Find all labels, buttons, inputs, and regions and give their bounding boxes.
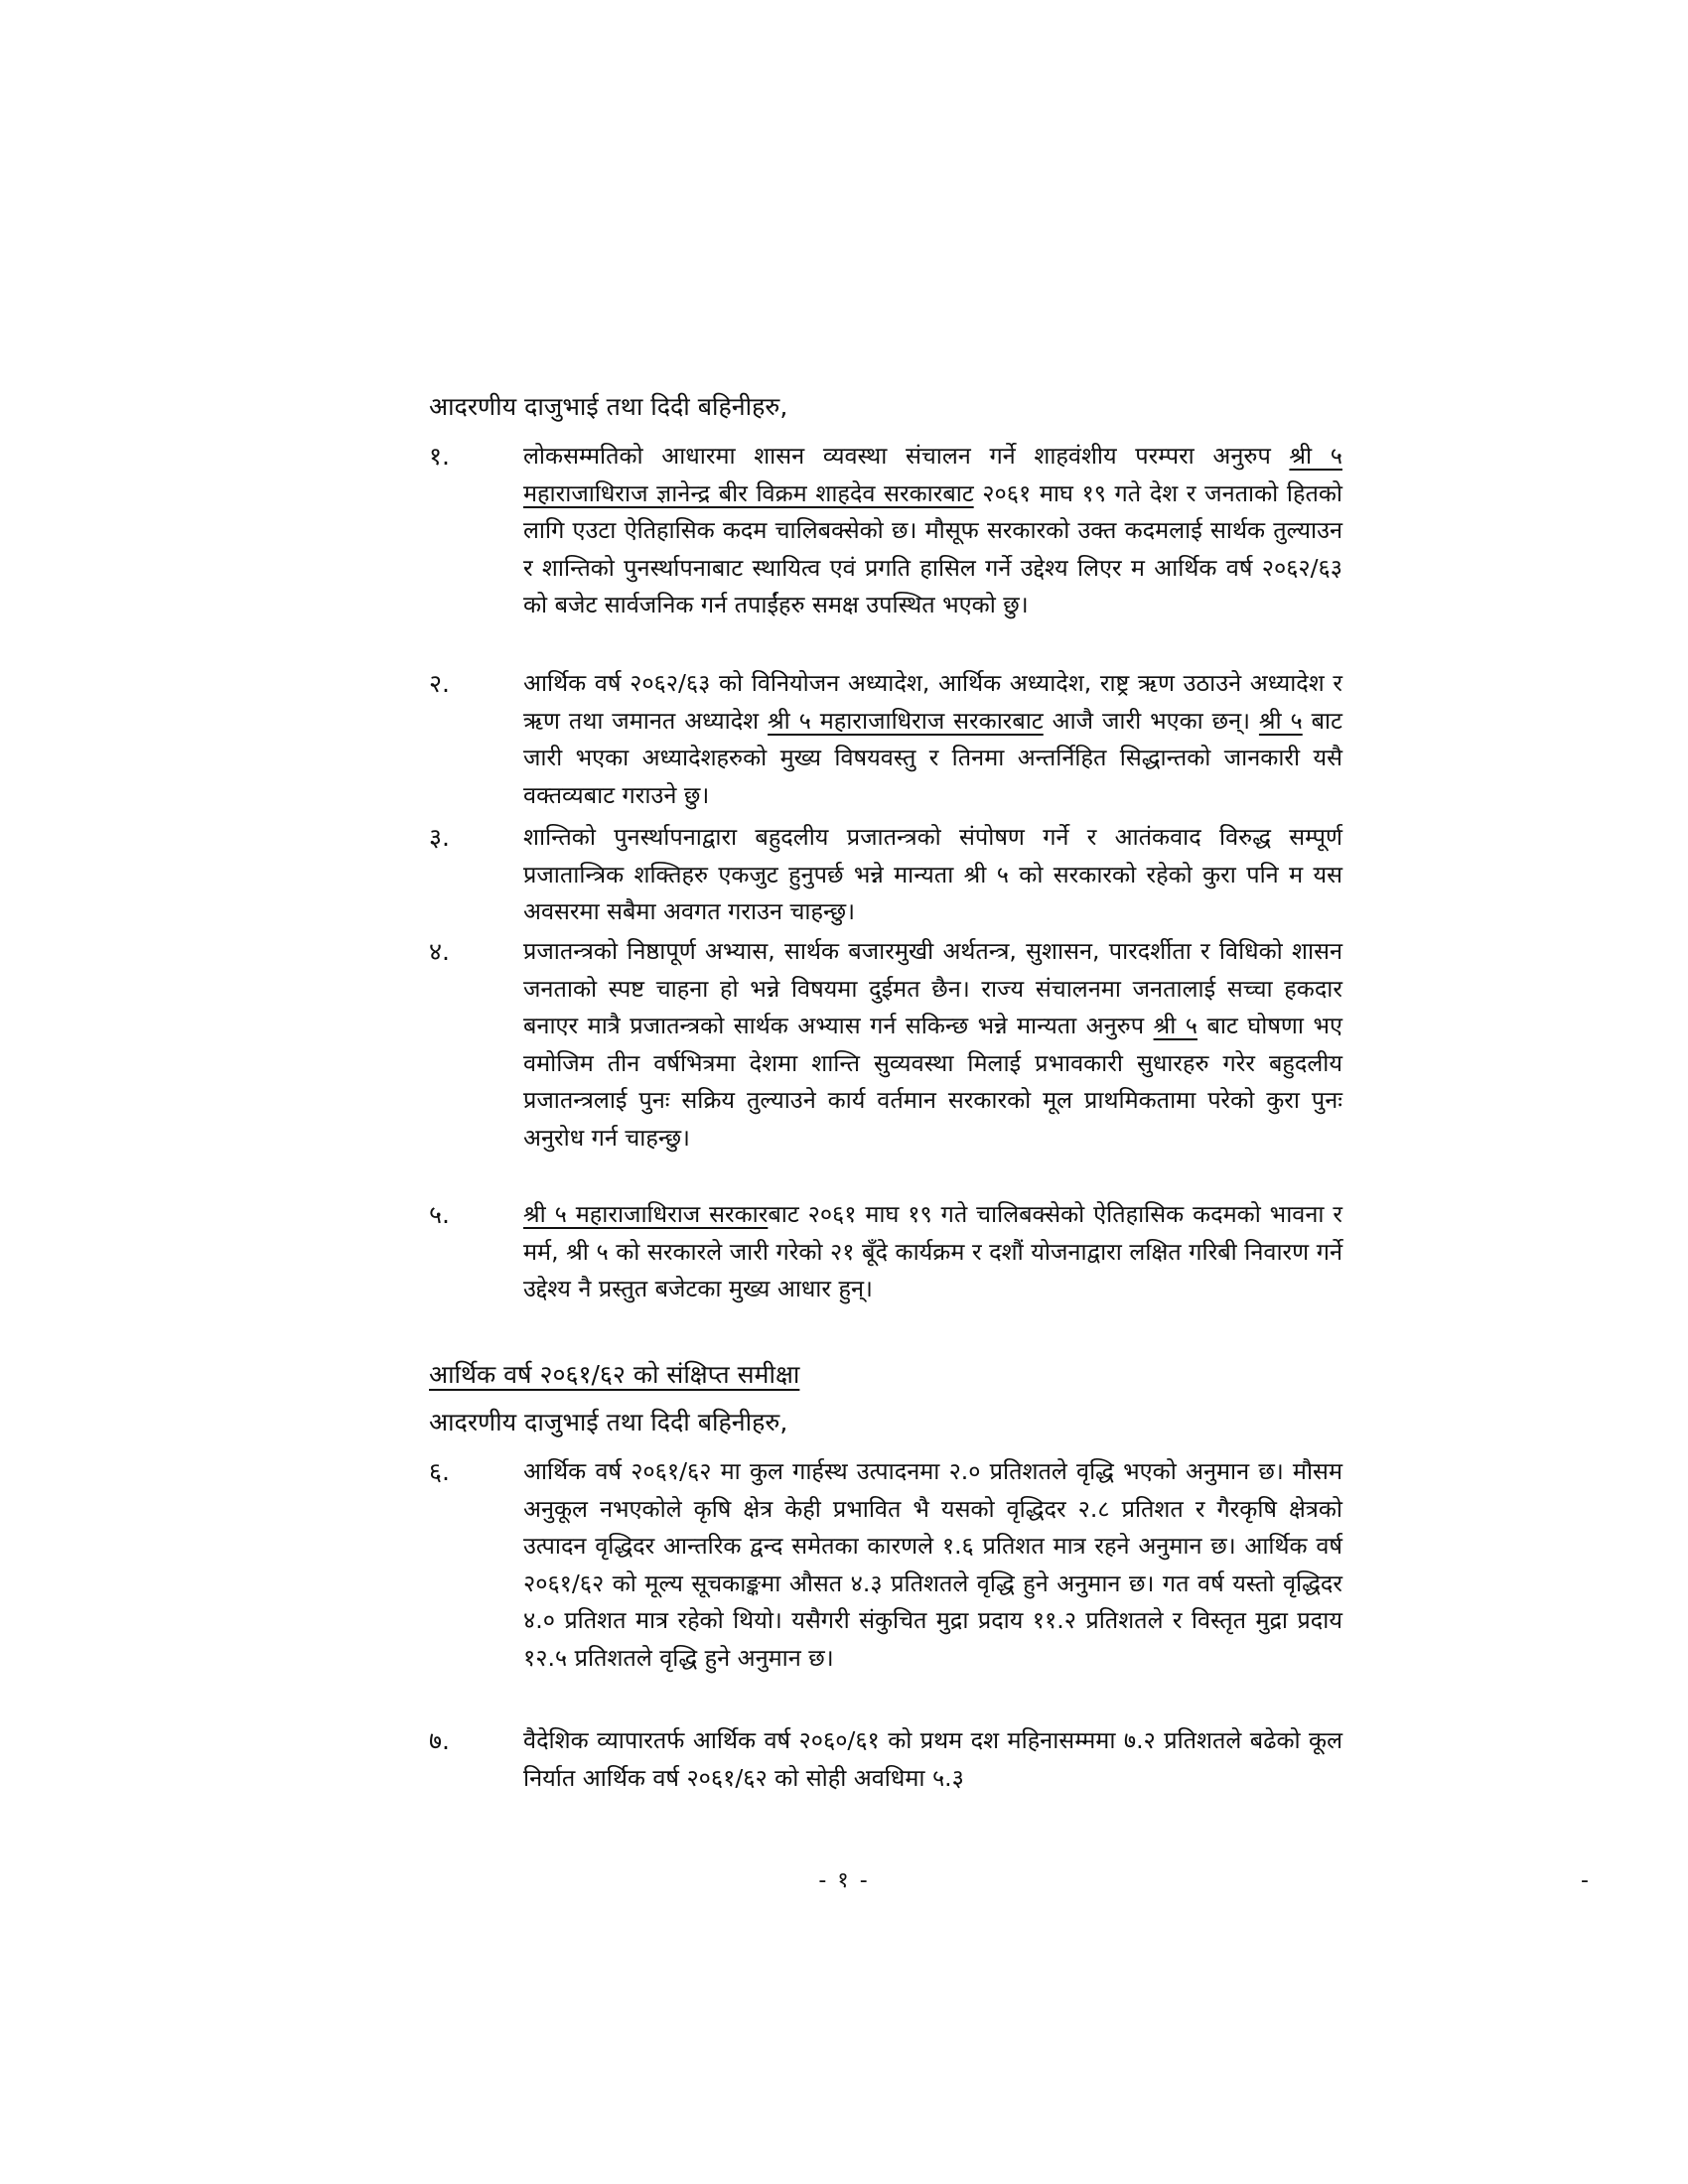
paragraph-text (523, 1196, 1342, 1308)
paragraph-number: ७. (429, 1726, 450, 1755)
underlined-segment: श्री ५ (1153, 1012, 1198, 1039)
paragraph-text (523, 438, 1342, 624)
text-segment: आजै जारी भएका छन्। (1043, 706, 1259, 735)
text-segment: बाट २०६१ माघ १९ गते चालिबक्सेको ऐतिहासिक कदमको भावना र मर्म, श्री ५ को सरकारले जारी गरेको २१ बूँदे कार्यक्रम र दशौं योजनाद्वारा लक्षित गरिबी निवारण गर्ने उद्देश्य नै प्रस्तुत बजेटका मुख्य आधार हुन्। (523, 1200, 1342, 1302)
paragraph-text (523, 1453, 1342, 1677)
text-segment: बाट जारी भएका अध्यादेशहरुको मुख्य विषयवस्तु र तिनमा अन्तर्निहित सिद्धान्तको जानकारी यसै वक्तव्यबाट गराउने छु। (523, 706, 1342, 809)
paragraph-number: ५. (429, 1200, 450, 1229)
text-segment: प्रजातन्त्रको निष्ठापूर्ण अभ्यास, सार्थक बजारमुखी अर्थतन्त्र, सुशासन, पारदर्शीता र विधिको शासन जनताको स्पष्ट चाहना हो भन्ने विषयमा दुईमत छैन। राज्य संचालनमा जनतालाई सच्चा हकदार बनाएर मात्रै प्रजातन्त्रको सार्थक अभ्यास गर्न सकिन्छ भन्ने मान्यता अनुरुप (523, 937, 1342, 1039)
section-heading: आर्थिक वर्ष २०६१/६२ को संक्षिप्त समीक्षा (429, 1360, 800, 1389)
text-segment: लोकसम्मतिको आधारमा शासन व्यवस्था संचालन गर्ने शाहवंशीय परम्परा अनुरुप (523, 442, 1290, 470)
paragraph-text (523, 933, 1342, 1157)
text-segment: आर्थिक वर्ष २०६२/६३ को विनियोजन अध्यादेश, आर्थिक अध्यादेश, राष्ट्र ऋण उठाउने अध्यादेश र ऋण तथा जमानत अध्यादेश (523, 669, 1342, 735)
paragraph-number: १. (429, 442, 450, 471)
page-number: - १ - (818, 1868, 870, 1893)
text-segment: शान्तिको पुनर्स्थापनाद्वारा बहुदलीय प्रजातन्त्रको संपोषण गर्ने र आतंकवाद विरुद्ध सम्पूर्ण प्रजातान्त्रिक शक्तिहरु एकजुट हुनुपर्छ भन्ने मान्यता श्री ५ को सरकारको रहेको कुरा पनि म यस अवसरमा सबैमा अवगत गराउन चाहन्छु। (523, 823, 1342, 925)
underlined-segment: श्री ५ महाराजाधिराज सरकार (523, 1200, 769, 1228)
text-segment: २०६१ माघ १९ गते देश र जनताको हितको लागि एउटा ऐतिहासिक कदम चालिबक्सेको छ। मौसूफ सरकारको उक्त कदमलाई सार्थक तुल्याउन र शान्तिको पुनर्स्थापनाबाट स्थायित्व एवं प्रगति हासिल गर्ने उद्देश्य लिएर म आर्थिक वर्ष २०६२/६३ को बजेट सार्वजनिक गर्न तपाईंहरु समक्ष उपस्थित भएको छु। (523, 478, 1342, 618)
paragraph-text (523, 1722, 1342, 1797)
paragraph-text (523, 819, 1342, 931)
text-segment: बाट घोषणा भए वमोजिम तीन वर्षभित्रमा देशमा शान्ति सुव्यवस्था मिलाई प्रभावकारी सुधारहरु गरेर बहुदलीय प्रजातन्त्रलाई पुनः सक्रिय तुल्याउने कार्य वर्तमान सरकारको मूल प्राथमिकतामा परेको कुरा पुनः अनुरोध गर्न चाहन्छु। (523, 1012, 1342, 1152)
paragraph-number: ६. (429, 1457, 450, 1486)
underlined-segment: श्री ५ महाराजाधिराज ज्ञानेन्द्र बीर विक्रम शाहदेव सरकारबाट (523, 442, 1342, 507)
corner-mark: - (1581, 1868, 1589, 1893)
underlined-segment: श्री ५ महाराजाधिराज सरकारबाट (768, 706, 1044, 735)
underlined-segment: श्री ५ (1258, 706, 1303, 735)
text-segment: वैदेशिक व्यापारतर्फ आर्थिक वर्ष २०६०/६१ को प्रथम दश महिनासम्ममा ७.२ प्रतिशतले बढेको कूल निर्यात आर्थिक वर्ष २०६१/६२ को सोही अवधिमा ५.३ (523, 1726, 1342, 1792)
salutation: आदरणीय दाजुभाई तथा दिदी बहिनीहरु, (429, 392, 788, 421)
paragraph-number: ३. (429, 823, 450, 852)
paragraph-number: २. (429, 669, 450, 698)
text-segment: आर्थिक वर्ष २०६१/६२ मा कुल गार्हस्थ उत्पादनमा २.० प्रतिशतले वृद्धि भएको अनुमान छ। मौसम अनुकूल नभएकोले कृषि क्षेत्र केही प्रभावित भै यसको वृद्धिदर २.८ प्रतिशत र गैरकृषि क्षेत्रको उत्पादन वृद्धिदर आन्तरिक द्वन्द समेतका कारणले १.६ प्रतिशत मात्र रहने अनुमान छ। आर्थिक वर्ष २०६१/६२ को मूल्य सूचकाङ्कमा औसत ४.३ प्रतिशतले वृद्धि हुने अनुमान छ। गत वर्ष यस्तो वृद्धिदर ४.० प्रतिशत मात्र रहेको थियो। यसैगरी संकुचित मुद्रा प्रदाय ११.२ प्रतिशतले र विस्तृत मुद्रा प्रदाय १२.५ प्रतिशतले वृद्धि हुने अनुमान छ। (523, 1457, 1342, 1672)
paragraph-number: ४. (429, 937, 450, 966)
paragraph-text (523, 665, 1342, 814)
salutation: आदरणीय दाजुभाई तथा दिदी बहिनीहरु, (429, 1408, 788, 1436)
